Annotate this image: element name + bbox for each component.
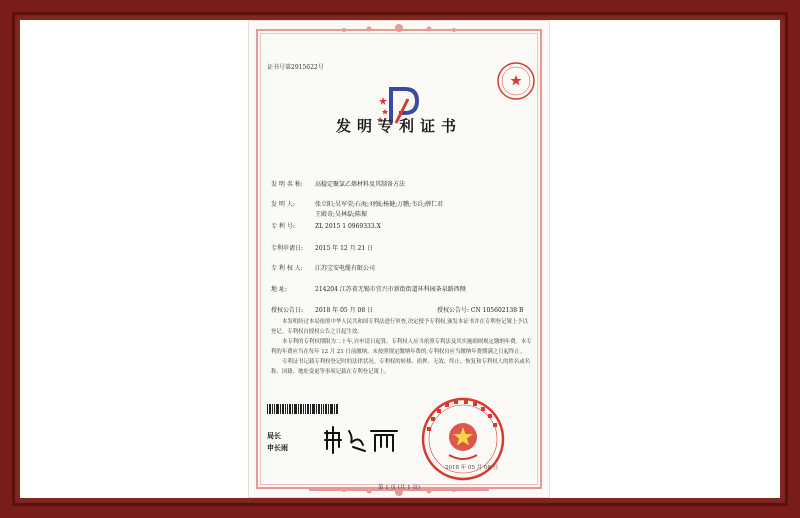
director-title: 局长 [267, 431, 281, 440]
announcement-number: 授权公告号: CN 105602138 B [437, 307, 524, 314]
field-inventors: 发 明 人: 张立阳;吴军荣;石海;刘强;杨健;万鹏;韦兵;薛仁君 [271, 201, 444, 208]
seal-date: 2018 年 05 月 08 日 [445, 465, 499, 471]
field-inventors-cont: 王殿奇;吴林磊;陈振 [315, 211, 368, 218]
paragraph-1: 本发明经过本局依照中华人民共和国专利法进行审查,决定授予专利权,颁发本证书并在专利登记簿上予以登记。专利权自授权公告之日起生效。 [271, 319, 529, 335]
field-application-date: 专利申请日: 2015 年 12 月 21 日 [271, 245, 374, 252]
barcode-icon [267, 404, 339, 414]
field-grant-date: 授权公告日: 2018 年 05 月 08 日 [271, 307, 374, 314]
certificate-body [271, 317, 533, 377]
field-patent-number: 专 利 号: ZL 2015 1 0969333.X [271, 223, 381, 230]
certificate-number: 证书号第2915622号 [267, 64, 324, 71]
field-invention-name: 发 明 名 称: 高稳定聚氯乙烯材料及其制备方法 [271, 181, 406, 188]
page-footer: 第 1 页 (共 1 页) [377, 485, 421, 491]
field-patentee: 专 利 权 人: 江苏宝安电缆有限公司 [271, 265, 376, 272]
certificate-title: 发明专利证书 [335, 117, 462, 135]
paragraph-2: 本专利的专利权期限为二十年,自申请日起算。专利权人应当依照专利法及其实施细则规定缴纳年费。本专利的年费应当在每年 12 月 21 日前缴纳。未按照规定缴纳年费的,专利权自应当缴纳年费期满之日起终止。 [271, 339, 532, 355]
paragraph-3: 专利证书记载专利权登记时的法律状况。专利权的转移、质押、无效、终止、恢复和专利权人的姓名或名称、国籍、地址变更等事项记载在专利登记簿上。 [271, 359, 530, 375]
field-address: 地 址: 214204 江苏省无锡市宜兴市新街街道环科园茶泉路西侧 [271, 286, 466, 293]
patent-certificate [248, 20, 550, 498]
director-name: 申长雨 [267, 443, 288, 452]
small-seal-icon [496, 61, 536, 101]
top-ornament [249, 21, 549, 31]
handwritten-signature-icon [323, 423, 403, 455]
